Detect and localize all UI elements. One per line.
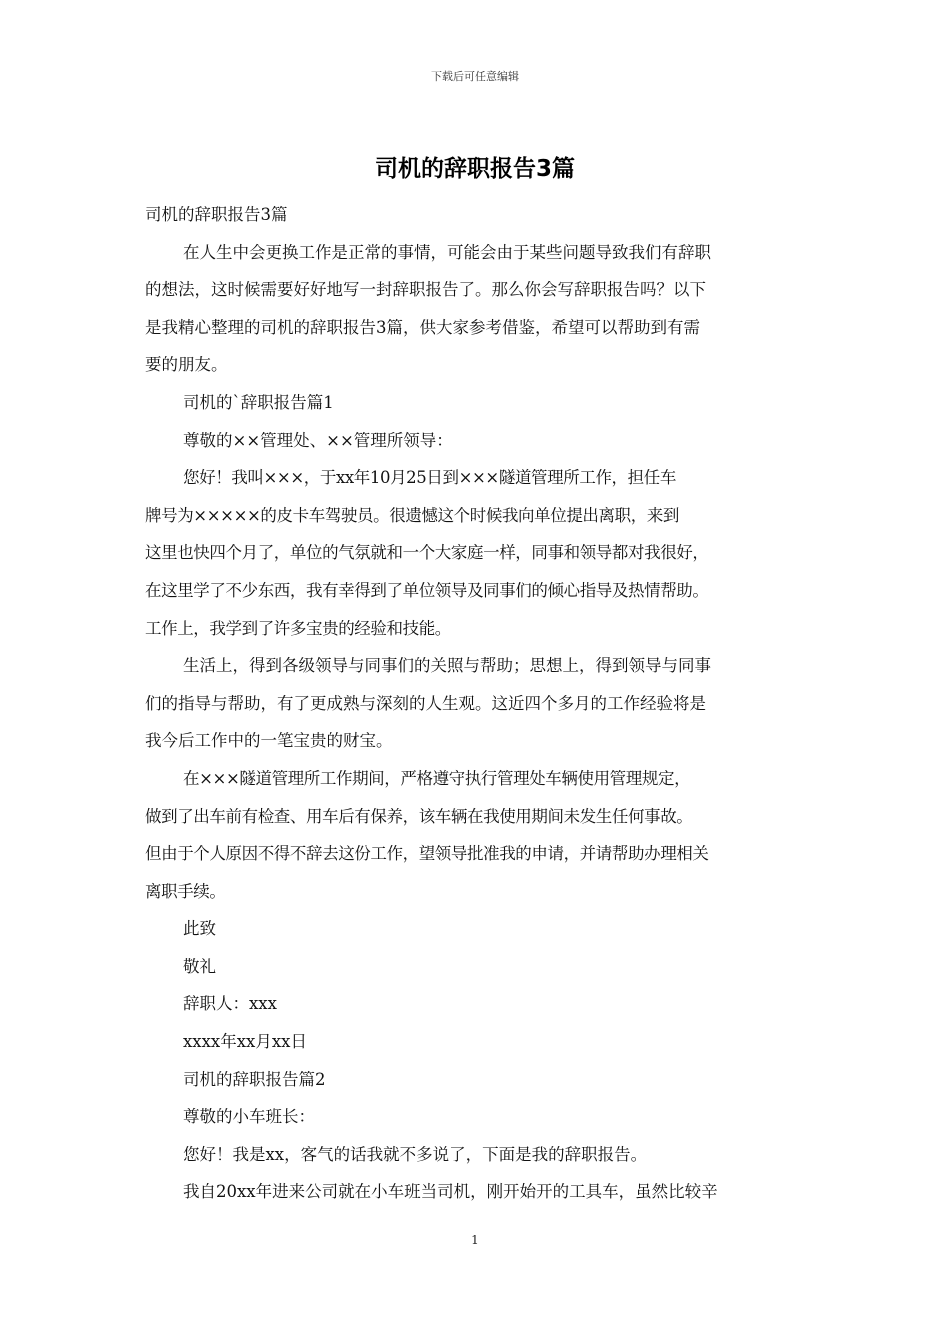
closing-line-1: 此致: [183, 919, 216, 939]
text-line: 要的朋友。: [145, 355, 228, 375]
date-line: xxxx年xx月xx日: [183, 1032, 307, 1052]
article2-heading: 司机的辞职报告篇2: [183, 1069, 326, 1089]
closing-line-2: 敬礼: [183, 956, 216, 976]
text-line: 牌号为×××××的皮卡车驾驶员。很遗憾这个时候我向单位提出离职，来到: [145, 505, 680, 525]
text-line: 做到了出车前有检查、用车后有保养，该车辆在我使用期间未发生任何事故。: [145, 806, 693, 826]
text-line: 工作上，我学到了许多宝贵的经验和技能。: [145, 618, 451, 638]
signer-line: 辞职人：xxx: [183, 994, 277, 1014]
text-line: 离职手续。: [145, 881, 226, 901]
header-note: 下载后可任意编辑: [431, 70, 519, 83]
text-line: 在人生中会更换工作是正常的事情，可能会由于某些问题导致我们有辞职: [183, 242, 711, 262]
article2-paragraph-1: 您好！我是xx，客气的话我就不多说了，下面是我的辞职报告。: [183, 1144, 648, 1164]
article1-paragraph-3: [145, 760, 820, 910]
text-line: 生活上，得到各级领导与同事们的关照与帮助；思想上，得到领导与同事: [183, 656, 711, 676]
text-line: 我今后工作中的一笔宝贵的财宝。: [145, 731, 393, 751]
article1-paragraph-2: [145, 647, 820, 760]
text-line: 在这里学了不少东西，我有幸得到了单位领导及同事们的倾心指导及热情帮助。: [145, 580, 709, 600]
document-body: [145, 196, 820, 1211]
document-title: 司机的辞职报告3篇: [374, 156, 575, 182]
text-line: 的想法，这时候需要好好地写一封辞职报告了。那么你会写辞职报告吗？以下: [145, 280, 706, 300]
article1-paragraph-1: [145, 459, 820, 647]
text-line: 但由于个人原因不得不辞去这份工作，望领导批准我的申请，并请帮助办理相关: [145, 844, 709, 864]
text-line: 在×××隧道管理所工作期间，严格遵守执行管理处车辆使用管理规定，: [183, 768, 691, 788]
page-number: 1: [471, 1233, 479, 1247]
article1-heading: 司机的`辞职报告篇1: [183, 392, 334, 412]
intro-paragraph: [145, 234, 820, 384]
text-line: 您好！我叫×××，于xx年10月25日到×××隧道管理所工作，担任车: [183, 468, 676, 488]
text-line: 是我精心整理的司机的辞职报告3篇，供大家参考借鉴，希望可以帮助到有需: [145, 317, 700, 337]
article1-salutation: 尊敬的××管理处、××管理所领导：: [183, 430, 453, 450]
article2-paragraph-2: 我自20xx年进来公司就在小车班当司机，刚开始开的工具车，虽然比较辛: [183, 1182, 718, 1202]
intro-title: 司机的辞职报告3篇: [145, 205, 288, 224]
text-line: 们的指导与帮助，有了更成熟与深刻的人生观。这近四个多月的工作经验将是: [145, 693, 706, 713]
text-line: 这里也快四个月了，单位的气氛就和一个大家庭一样，同事和领导都对我很好，: [145, 543, 709, 563]
article2-salutation: 尊敬的小车班长：: [183, 1107, 315, 1127]
